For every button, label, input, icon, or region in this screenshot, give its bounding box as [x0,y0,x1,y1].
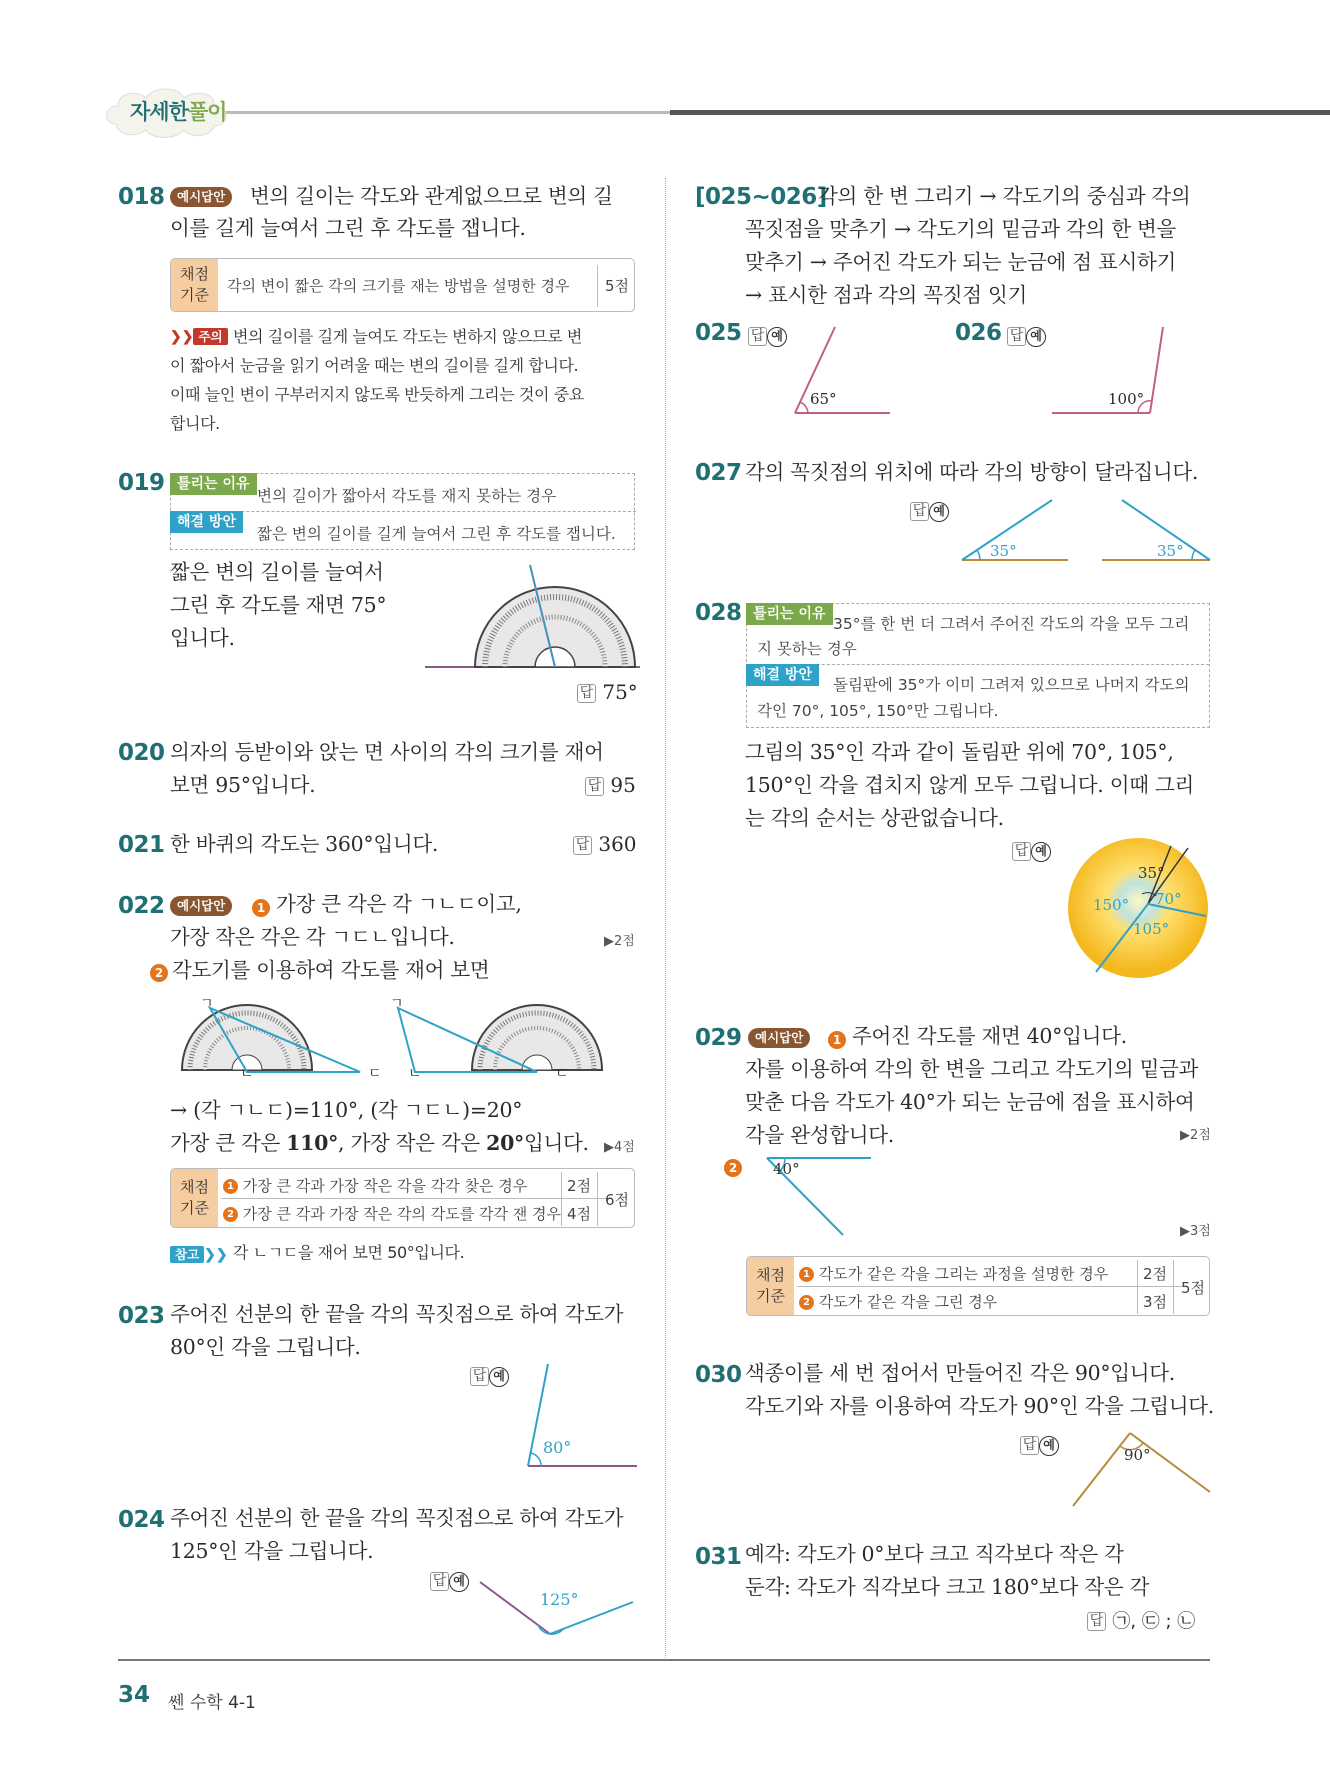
angle-figure-65 [790,325,895,420]
text-line: 그린 후 각도를 재면 75° [170,593,387,617]
grading-criteria-box [746,1256,1210,1316]
text-line: 125°인 각을 그립니다. [170,1539,374,1563]
problem-number: 031 [695,1544,742,1570]
solution-text: 돌림판에 35°가 이미 그려져 있으므로 나머지 각도의 [833,676,1190,694]
step-2-icon: 2 [150,962,168,982]
problem-number: 029 [695,1025,742,1051]
solution-text: 짧은 변의 길이를 길게 늘여서 그린 후 각도를 잽니다. [257,525,616,543]
problem-number: 024 [118,1507,165,1533]
problem-number: 028 [695,600,742,626]
angle-label: 40° [773,1160,800,1178]
answer: 답 예 [1007,323,1046,347]
criteria-row-1: 1 가장 큰 각과 가장 작은 각을 각각 찾은 경우 [223,1175,527,1196]
criteria-score: 3점 [1143,1293,1168,1311]
answer: 답 ㉠, ㉢ ; ㉡ [1087,1607,1195,1633]
answer: 답 예 [1020,1432,1059,1456]
criteria-total: 5점 [1181,1279,1206,1297]
problem-number: 023 [118,1303,165,1329]
problem-number: 025 [695,320,742,346]
criteria-total: 6점 [605,1191,630,1209]
problem-number: [025~026] [695,184,827,210]
text-line: 맞춘 다음 각도가 40°가 되는 눈금에 점을 표시하여 [745,1090,1195,1114]
angle-figure-125 [478,1580,638,1640]
solution-tag: 해결 방안 [170,511,243,533]
divider [597,265,598,307]
wrong-reason-text: 35°를 한 번 더 그려서 주어진 각도의 각을 모두 그리 [833,615,1190,633]
answer: 답 75° [577,680,638,704]
text-line: 맞추기 → 주어진 각도가 되는 눈금에 점 표시하기 [745,250,1176,274]
spinner-angle-150: 150° [1093,896,1130,914]
answer: 답 예 [748,323,787,347]
criteria-score: 2점 [567,1177,592,1195]
text-line: 가장 큰 각은 각 ㄱㄴㄷ이고, [276,892,522,916]
problem-number: 020 [118,740,165,766]
text-line: 색종이를 세 번 접어서 만들어진 각은 90°입니다. [745,1361,1176,1385]
header-title: 자세한풀이 [130,100,227,124]
angle-label: 35° [990,542,1017,560]
criteria-score: 2점 [1143,1265,1168,1283]
text-line: 주어진 선분의 한 끝을 각의 꼭짓점으로 하여 각도가 [170,1506,624,1530]
text-line: 입니다. [170,626,235,650]
answer: 답 예 [470,1363,509,1387]
points: ▶3점 [1180,1224,1211,1239]
vertex-label: ㄷ [555,1066,569,1082]
grading-label: 채점 기준 [171,1169,218,1227]
points: ▶2점 [604,934,635,949]
text-line: 그림의 35°인 각과 같이 돌림판 위에 70°, 105°, [745,740,1174,764]
criteria-text: 각의 변이 짧은 각의 크기를 재는 방법을 설명한 경우 [227,277,570,295]
solution-tag: 해결 방안 [746,664,819,686]
answer: 답 예 [430,1568,469,1592]
caution-text: 이때 늘인 변이 구부러지지 않도록 반듯하게 그리는 것이 중요 [170,385,584,404]
text-line: 꼭짓점을 맞추기 → 각도기의 밑금과 각의 한 변을 [745,217,1176,241]
problem-number: 026 [955,320,1002,346]
text-line: → (각 ㄱㄴㄷ)=110°, (각 ㄱㄷㄴ)=20° [170,1098,523,1122]
problem-number: 027 [695,460,742,486]
grading-label: 채점 기준 [171,259,218,311]
text-line: 80°인 각을 그립니다. [170,1335,361,1359]
problem-number: 021 [118,832,165,858]
criteria-row-2: 2 가장 큰 각과 가장 작은 각의 각도를 각각 잰 경우 [223,1203,561,1224]
problem-number: 018 [118,184,165,210]
angle-label: 125° [540,1590,579,1609]
text-line: 이를 길게 늘여서 그린 후 각도를 잽니다. [170,216,526,240]
text-line: 의자의 등받이와 앉는 면 사이의 각의 크기를 재어 [170,740,604,764]
grading-criteria-box [170,258,635,312]
wrong-reason-tag: 틀리는 이유 [746,603,833,625]
caution-text: 이 짧아서 눈금을 읽기 어려울 때는 변의 길이를 길게 합니다. [170,356,579,375]
angle-figure-90 [1070,1430,1215,1510]
grading-criteria-box [170,1168,635,1228]
protractor-figure [425,560,645,680]
criteria-row-1: 1 각도가 같은 각을 그리는 과정을 설명한 경우 [799,1263,1108,1284]
text-line: 보면 95°입니다. [170,773,316,797]
text-line: 둔각: 각도가 직각보다 크고 180°보다 작은 각 [745,1575,1150,1599]
example-answer-badge: 예시답안 [170,895,232,916]
header-line-dark [670,110,1330,115]
answer: 답 95 [585,773,636,797]
triangle-protractor-figure-2 [390,1000,620,1080]
problem-number: 022 [118,893,165,919]
example-answer-badge: 예시답안 [748,1027,810,1048]
reference-text: 각 ㄴㄱㄷ을 재어 보면 50°입니다. [233,1243,465,1262]
problem-number: 019 [118,470,165,496]
angle-label: 90° [1124,1446,1151,1464]
footer-line [118,1659,1210,1661]
header-line-gray [215,111,670,114]
criteria-score: 5점 [605,277,630,295]
angle-label: 65° [810,390,837,408]
text-line: 변의 길이는 각도와 관계없으므로 변의 길 [250,184,613,208]
angle-label: 35° [1157,542,1184,560]
vertex-label: ㄴ [240,1066,254,1082]
text-line: 가장 큰 각은 110°, 가장 작은 각은 20°입니다. [170,1131,589,1155]
text-line: 는 각의 순서는 상관없습니다. [745,806,1004,830]
text-line: 각의 한 변 그리기 → 각도기의 중심과 각의 [818,184,1191,208]
vertex-label: ㄱ [200,996,214,1012]
reference-badge: 참고 ❯❯ [170,1244,228,1263]
step-1-icon: 1 [828,1029,846,1049]
text-line: 예각: 각도가 0°보다 크고 직각보다 작은 각 [745,1542,1124,1566]
spinner-angle-105: 105° [1133,920,1170,938]
wrong-reason-text: 변의 길이가 짧아서 각도를 재지 못하는 경우 [257,487,557,505]
step-1-icon: 1 [252,897,270,917]
angle-label: 100° [1108,390,1145,408]
points: ▶4점 [604,1140,635,1155]
vertex-label: ㄴ [408,1066,422,1082]
answer: 답 360 [573,832,637,856]
column-divider [665,178,666,1658]
solution-text: 각인 70°, 105°, 150°만 그립니다. [757,702,999,720]
book-title: 쎈 수학 4-1 [168,1693,256,1713]
text-line: 주어진 각도를 재면 40°입니다. [852,1024,1127,1048]
criteria-row-2: 2 각도가 같은 각을 그린 경우 [799,1291,997,1312]
criteria-score: 4점 [567,1205,592,1223]
text-line: 150°인 각을 겹치지 않게 모두 그립니다. 이때 그리 [745,773,1194,797]
example-answer-badge: 예시답안 [170,186,232,207]
error-analysis-box [170,473,635,550]
text-line: 각도기와 자를 이용하여 각도가 90°인 각을 그립니다. [745,1394,1215,1418]
text-line: 한 바퀴의 각도는 360°입니다. [170,832,439,856]
caution-text: 변의 길이를 길게 늘여도 각도는 변하지 않으므로 변 [233,327,582,346]
text-line: 각도기를 이용하여 각도를 재어 보면 [172,958,490,982]
wrong-reason-tag: 틀리는 이유 [170,473,257,495]
grading-label: 채점 기준 [747,1257,794,1315]
answer: 답 예 [910,498,949,522]
wrong-reason-text: 지 못하는 경우 [757,640,857,658]
text-line: 짧은 변의 길이를 늘여서 [170,560,384,584]
answer: 답 예 [1012,838,1051,862]
text-line: 주어진 선분의 한 끝을 각의 꼭짓점으로 하여 각도가 [170,1302,624,1326]
points: ▶2점 [1180,1128,1211,1143]
text-line: 자를 이용하여 각의 한 변을 그리고 각도기의 밑금과 [745,1057,1199,1081]
spinner-angle-70: 70° [1155,890,1182,908]
spinner-angle-35: 35° [1138,864,1165,882]
error-analysis-box [746,603,1210,728]
page-number: 34 [118,1682,151,1708]
text-line: 각의 꼭짓점의 위치에 따라 각의 방향이 달라집니다. [745,460,1199,484]
caution-badge: ❯❯ 주의 [170,326,228,345]
step-2-icon: 2 [724,1157,742,1177]
spinner-figure [1066,836,1211,981]
text-line: → 표시한 점과 각의 꼭짓점 잇기 [745,283,1027,307]
problem-number: 030 [695,1362,742,1388]
vertex-label: ㄱ [390,996,404,1012]
text-line: 각을 완성합니다. [745,1123,894,1147]
text-line: 가장 작은 각은 각 ㄱㄷㄴ입니다. [170,925,455,949]
caution-text: 합니다. [170,414,220,433]
angle-label: 80° [543,1438,572,1457]
vertex-label: ㄷ [368,1066,382,1082]
